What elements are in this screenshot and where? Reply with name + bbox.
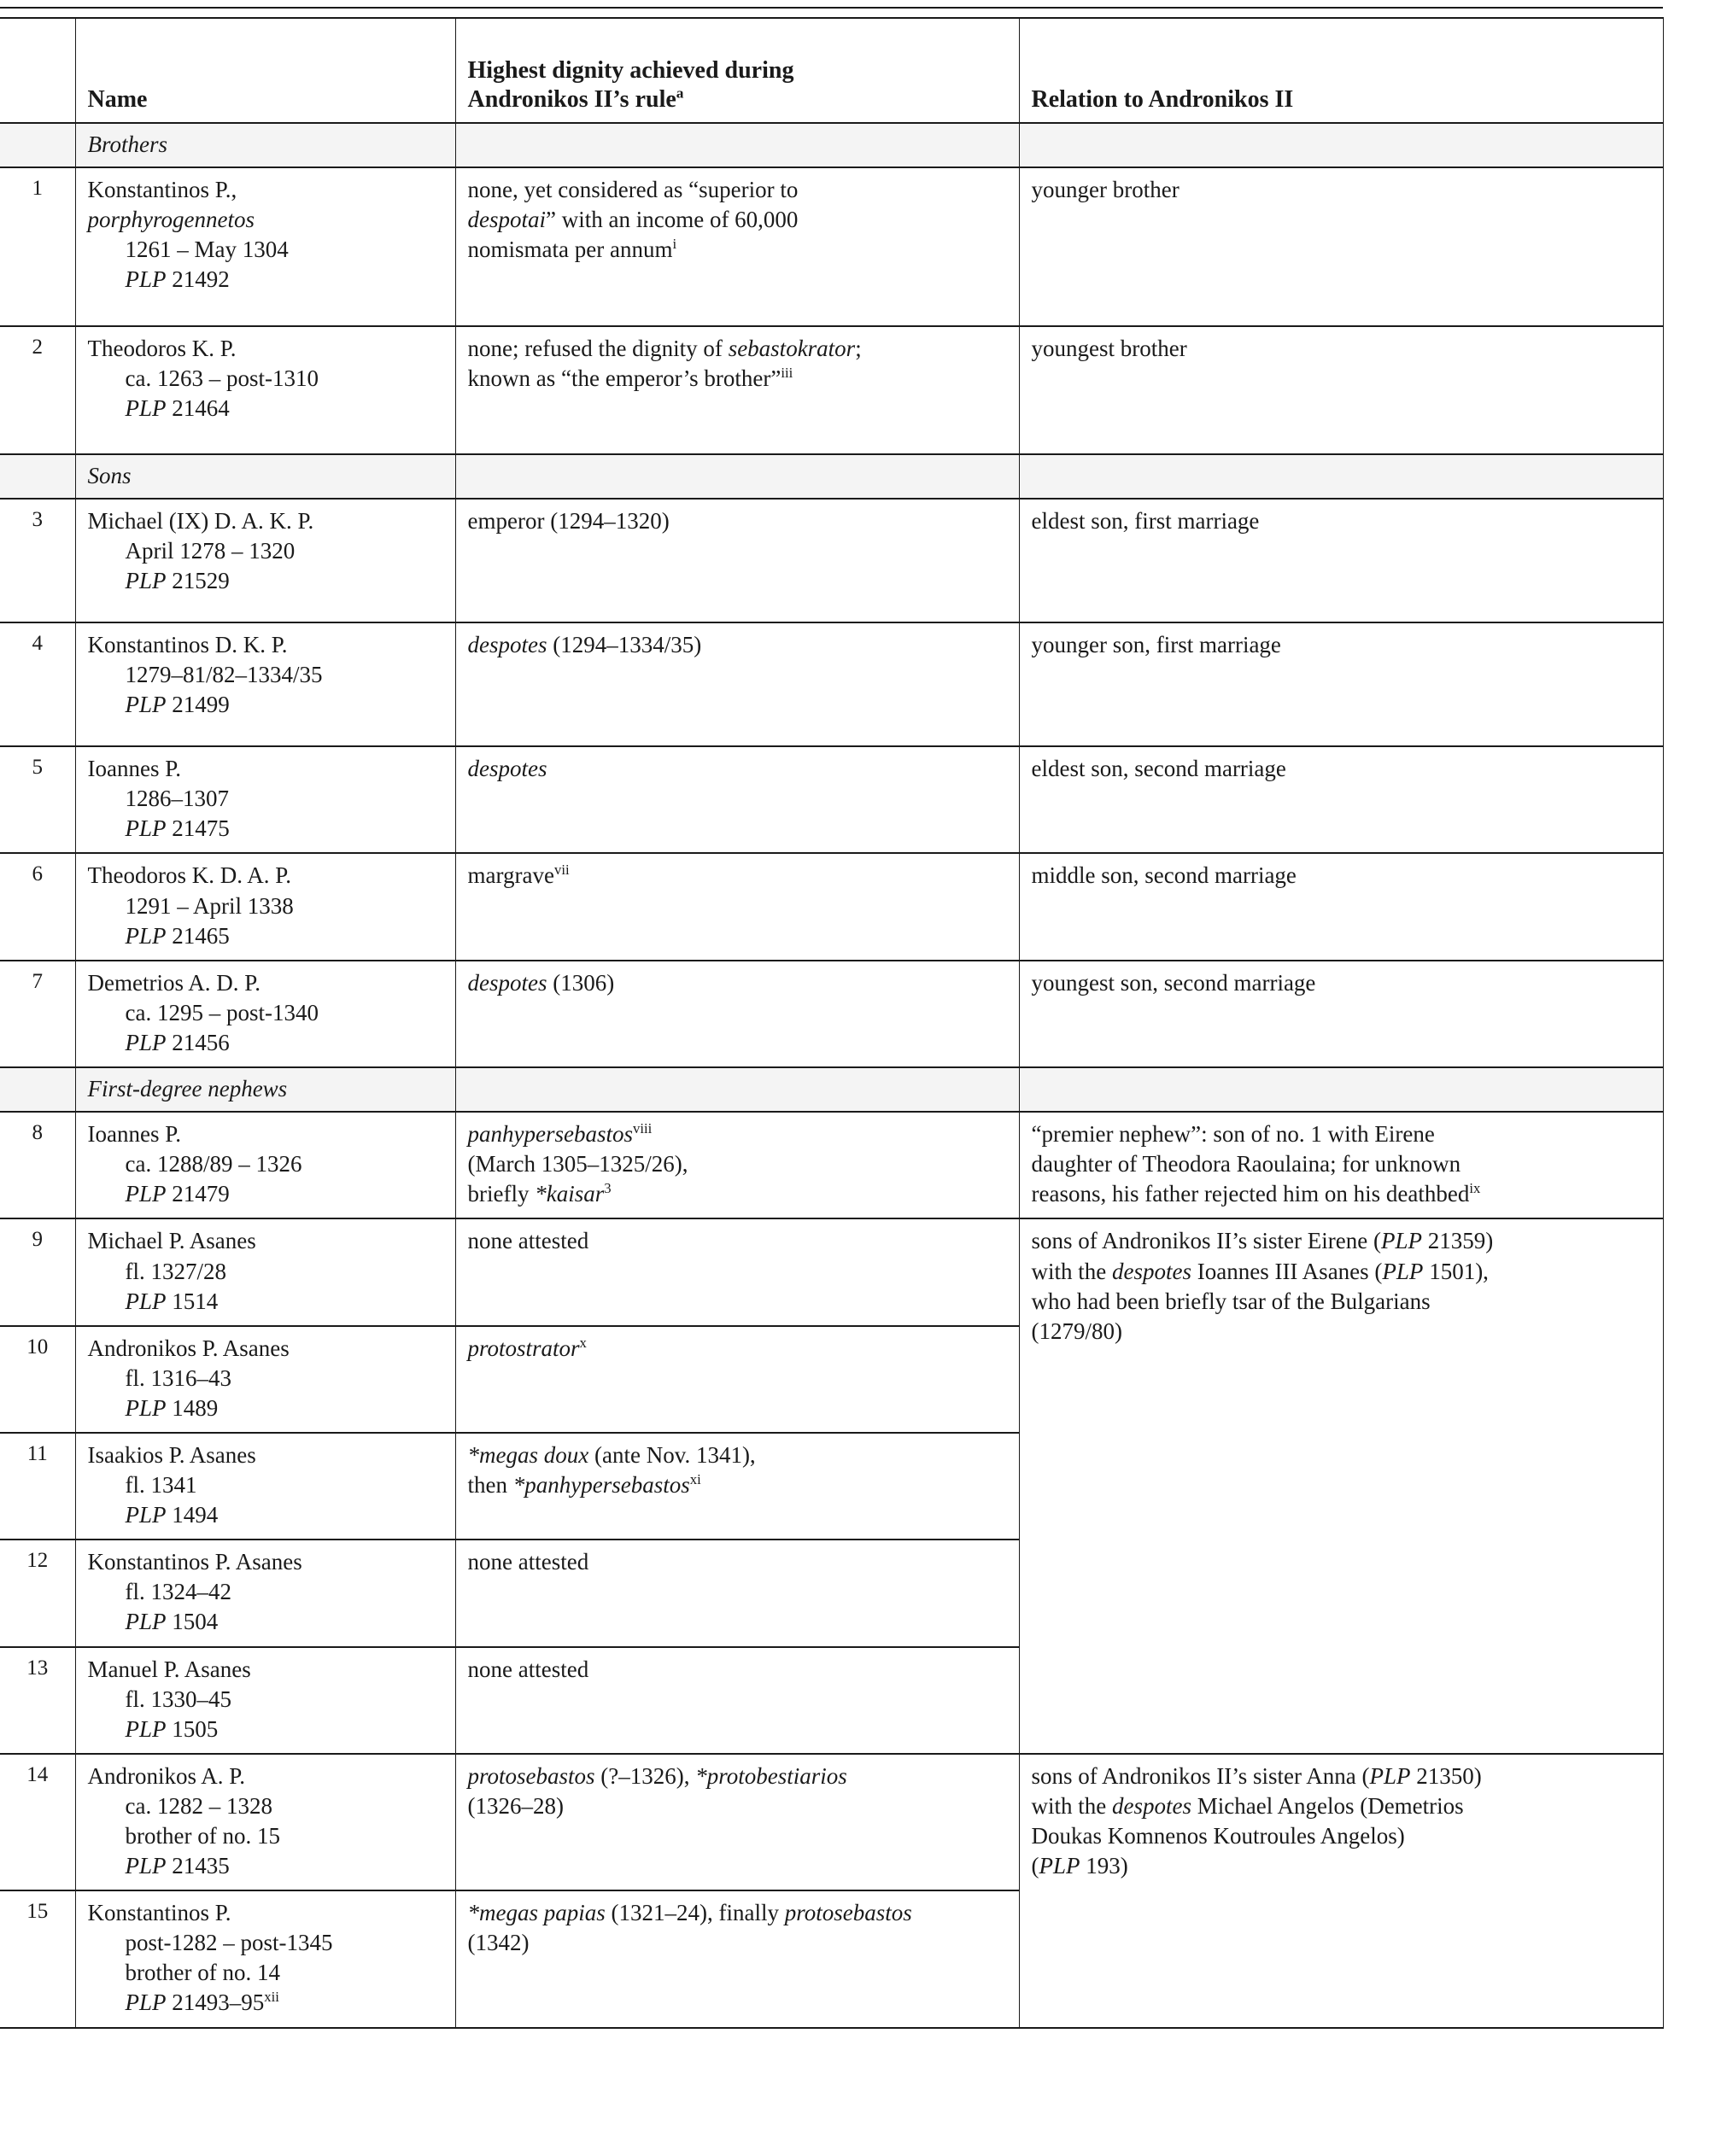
group-row-first-degree-nephews [0,1067,1663,1112]
row-number: 4 [0,622,75,746]
person-name: Konstantinos P. [87,1900,231,1926]
person-dates: 1291 – April 1338 [125,892,294,919]
plp-number: 21435 [172,1853,230,1879]
dignity-date-range-2: (1326–28) [467,1792,564,1819]
person-name: Ioannes P. [87,1121,181,1148]
group-row-pad-relation [1019,123,1663,167]
row-number: 10 [0,1326,75,1433]
group-row-number-cell [0,1067,75,1112]
plp-label: PLP [125,1609,167,1635]
plp-number: 1494 [172,1502,219,1528]
row-relation-cell: middle son, second marriage [1019,853,1663,960]
dignity-italic-term: despotes [467,969,547,996]
row-dignity-cell: emperor (1294–1320) [455,499,1019,622]
row-dignity-cell [455,167,1019,326]
relation-line: with the despotes Michael Angelos (Demetrios [1031,1792,1464,1819]
plp-label: PLP [125,1853,167,1879]
row-number: 7 [0,961,75,1067]
plp-label: PLP [125,815,167,842]
person-name: Konstantinos D. K. P. [87,632,288,658]
footnote-marker-iii: iii [781,365,793,382]
relation-line: sons of Andronikos II’s sister Anna (PLP 21350) [1031,1762,1482,1789]
dignity-line-rest: ” with an income of 60,000 [546,207,799,233]
relation-line: who had been briefly tsar of the Bulgarians [1031,1288,1431,1314]
relation-line: “premier nephew”: son of no. 1 with Eirene [1031,1121,1435,1148]
row-relation-cell: eldest son, first marriage [1019,499,1663,622]
person-dates: ca. 1288/89 – 1326 [125,1151,302,1177]
person-name: Manuel P. Asanes [87,1656,251,1682]
row-dignity-cell [455,961,1019,1067]
dignity-italic-term: *megas doux [467,1441,589,1468]
plp-label: PLP [125,1288,167,1314]
person-dates: fl. 1330–45 [125,1686,231,1712]
plp-number: 21529 [172,568,230,594]
footnote-marker-a: a [676,85,684,102]
dignity-line-b: known as “the emperor’s brother” [467,365,781,392]
dignity-line: margrave [467,862,554,889]
plp-label: PLP [1039,1853,1080,1879]
person-name: Michael P. Asanes [87,1228,256,1254]
row-name-cell [75,961,455,1067]
row-name-cell [75,326,455,454]
table-header-row [0,18,1663,123]
row-dignity-cell [455,622,1019,746]
person-name: Theodoros K. P. [87,336,237,362]
despotes-term: despotes [1112,1792,1191,1819]
column-header-number [0,18,75,123]
table-row [0,853,1663,960]
plp-number: 21493–95 [172,1989,265,2016]
row-dignity-cell [455,326,1019,454]
footnote-marker-viii: viii [632,1120,653,1137]
group-row-number-cell [0,123,75,167]
relation-line: Doukas Komnenos Koutroules Angelos) [1031,1823,1405,1849]
plp-number: 1514 [172,1288,219,1314]
dignity-italic-term: despotai [467,207,546,233]
dignity-italic-term: sebastokrator [728,336,856,362]
plp-number: 21456 [172,1029,230,1055]
person-name: Konstantinos P. Asanes [87,1549,302,1575]
row-dignity-cell [455,1433,1019,1540]
plp-number: 21465 [172,922,230,949]
row-dignity-cell [455,1326,1019,1433]
table-row [0,499,1663,622]
group-row-pad-dignity [455,1067,1019,1112]
person-dates: fl. 1316–43 [125,1364,231,1391]
person-name: Michael (IX) D. A. K. P. [87,508,314,535]
dignity-line: (March 1305–1325/26), [467,1151,688,1177]
column-header-name: Name [75,18,455,123]
person-dates: April 1278 – 1320 [125,538,296,564]
relation-line: (PLP 193) [1031,1853,1128,1879]
plp-label: PLP [125,692,167,718]
person-dates: 1279–81/82–1334/35 [125,662,323,688]
dignity-date-range: (1321–24), finally [611,1900,779,1926]
footnote-marker-xii: xii [264,1989,279,2006]
footnote-marker-vii: vii [553,862,570,879]
relation-line: sons of Andronikos II’s sister Eirene (PLP 21359) [1031,1228,1494,1254]
genealogy-table [0,7,1664,2029]
plp-number: 21464 [172,395,230,422]
row-dignity-cell [455,1890,1019,2027]
table-row [0,1754,1663,1890]
dignity-italic-term-2: *protobestiarios [695,1762,847,1789]
dignity-italic-term: protosebastos [467,1762,595,1789]
table-row [0,961,1663,1067]
dignity-date-range: (ante Nov. 1341), [594,1441,756,1468]
plp-label: PLP [125,1715,167,1742]
plp-label: PLP [125,1394,167,1421]
person-dates: post-1282 – post-1345 [125,1930,333,1956]
table-row [0,622,1663,746]
dignity-line-a: none; refused the dignity of sebastokrator; [467,336,862,362]
dignity-italic-term-2: *panhypersebastos [512,1472,690,1499]
row-number: 3 [0,499,75,622]
row-number: 1 [0,167,75,326]
relation-line: reasons, his father rejected him on his deathbed [1031,1181,1470,1207]
row-number: 12 [0,1540,75,1646]
person-name: Theodoros K. D. A. P. [87,862,292,889]
row-name-cell [75,1540,455,1646]
row-number: 11 [0,1433,75,1540]
footnote-marker-x: x [579,1334,587,1351]
dignity-date-range: (1306) [553,969,615,996]
row-relation-cell: youngest son, second marriage [1019,961,1663,1067]
person-name: Konstantinos P., [87,177,237,203]
row-relation-cell: younger son, first marriage [1019,622,1663,746]
row-relation-cell-grouped-asanes [1019,1218,1663,1753]
plp-label: PLP [1369,1762,1411,1789]
plp-label: PLP [1380,1228,1422,1254]
footnote-marker-i: i [672,236,677,253]
row-dignity-cell: none attested [455,1647,1019,1754]
column-header-relation: Relation to Andronikos II [1019,18,1663,123]
person-dates: ca. 1263 – post-1310 [125,365,319,392]
table-row [0,1218,1663,1325]
table-row [0,326,1663,454]
plp-number: 21475 [172,815,230,842]
row-name-cell [75,853,455,960]
row-number: 2 [0,326,75,454]
row-relation-cell [1019,1112,1663,1218]
row-number: 8 [0,1112,75,1218]
footnote-marker-xi: xi [689,1471,701,1488]
relation-line: (1279/80) [1031,1318,1122,1344]
row-dignity-cell: none attested [455,1218,1019,1325]
row-number: 15 [0,1890,75,2027]
dignity-italic-term: *megas papias [467,1900,606,1926]
footnote-marker-ix: ix [1469,1180,1481,1197]
plp-number: 21499 [172,692,230,718]
group-label-sons: Sons [75,454,455,499]
group-row-sons [0,454,1663,499]
row-relation-cell: eldest son, second marriage [1019,746,1663,853]
table-top-rule [0,8,1663,18]
dignity-date-range: (1294–1334/35) [553,632,702,658]
dignity-date-range-2: (1342) [467,1930,530,1956]
column-header-dignity-line1: Highest dignity achieved during [467,56,794,84]
row-name-cell [75,1433,455,1540]
table-row [0,167,1663,326]
row-name-cell [75,746,455,853]
plp-label: PLP [1382,1258,1424,1284]
table-row [0,1112,1663,1218]
dignity-italic-term-2: protosebastos [784,1900,912,1926]
plp-label: PLP [125,1502,167,1528]
plp-label: PLP [125,395,167,422]
plp-label: PLP [125,266,167,293]
row-number: 13 [0,1647,75,1754]
dignity-italic-term: despotes [467,756,547,782]
group-row-pad-relation [1019,454,1663,499]
row-name-cell [75,622,455,746]
dignity-italic-term: despotes [467,632,547,658]
table-row [0,746,1663,853]
row-name-cell [75,499,455,622]
person-name: Isaakios P. Asanes [87,1441,256,1468]
person-name: Andronikos A. P. [87,1762,246,1789]
row-name-cell [75,1112,455,1218]
row-number: 14 [0,1754,75,1890]
plp-number: 1504 [172,1609,219,1635]
dignity-line: nomismata per annum [467,237,673,263]
dignity-italic-term: protostrator [467,1335,580,1361]
group-label-first-degree-nephews: First-degree nephews [75,1067,455,1112]
person-dates: 1286–1307 [125,786,229,812]
person-dates: 1261 – May 1304 [125,237,289,263]
plp-number: 21479 [172,1181,230,1207]
row-name-cell [75,1326,455,1433]
person-sibling-note: brother of no. 15 [125,1823,280,1849]
dignity-date-range: (?–1326), [600,1762,690,1789]
person-sibling-note: brother of no. 14 [125,1960,280,1986]
relation-line: daughter of Theodora Raoulaina; for unknown [1031,1151,1461,1177]
row-dignity-cell [455,1754,1019,1890]
plp-number: 21492 [172,266,230,293]
plp-label: PLP [125,1181,167,1207]
row-number: 5 [0,746,75,853]
plp-label: PLP [125,568,167,594]
dignity-line-prefix: then [467,1472,513,1499]
person-dates: ca. 1295 – post-1340 [125,999,319,1025]
person-dates: fl. 1327/28 [125,1258,226,1284]
row-name-cell [75,167,455,326]
dignity-italic-term-2: *kaisar [535,1181,605,1207]
dignity-italic-term: panhypersebastos [467,1121,633,1148]
row-number: 6 [0,853,75,960]
group-row-pad-dignity [455,454,1019,499]
row-name-cell [75,1754,455,1890]
person-epithet: porphyrogennetos [87,207,255,233]
row-relation-cell: youngest brother [1019,326,1663,454]
person-dates: fl. 1324–42 [125,1579,231,1605]
dignity-line-prefix: briefly [467,1181,536,1207]
plp-number: 1505 [172,1715,219,1742]
plp-number: 1489 [172,1394,219,1421]
plp-label: PLP [125,1029,167,1055]
row-relation-cell: younger brother [1019,167,1663,326]
group-row-brothers [0,123,1663,167]
footnote-marker-3: 3 [604,1180,612,1197]
row-name-cell [75,1218,455,1325]
row-number: 9 [0,1218,75,1325]
row-dignity-cell [455,853,1019,960]
group-label-brothers: Brothers [75,123,455,167]
row-name-cell [75,1890,455,2027]
despotes-term: despotes [1112,1258,1191,1284]
row-dignity-cell [455,746,1019,853]
column-header-dignity-line2: Andronikos II’s rule [467,85,676,113]
person-dates: ca. 1282 – 1328 [125,1792,272,1819]
group-row-pad-dignity [455,123,1019,167]
column-header-dignity [455,18,1019,123]
table-page [0,7,1721,2156]
row-name-cell [75,1647,455,1754]
relation-line: with the despotes Ioannes III Asanes (PLP 1501), [1031,1258,1489,1284]
group-row-number-cell [0,454,75,499]
plp-label: PLP [125,922,167,949]
person-name: Andronikos P. Asanes [87,1335,290,1361]
dignity-line: none, yet considered as “superior to [467,177,799,203]
row-relation-cell-grouped-angelos [1019,1754,1663,2028]
group-row-pad-relation [1019,1067,1663,1112]
row-dignity-cell: none attested [455,1540,1019,1646]
person-name: Demetrios A. D. P. [87,969,260,996]
row-dignity-cell [455,1112,1019,1218]
plp-label: PLP [125,1989,167,2016]
person-dates: fl. 1341 [125,1472,197,1499]
person-name: Ioannes P. [87,756,181,782]
